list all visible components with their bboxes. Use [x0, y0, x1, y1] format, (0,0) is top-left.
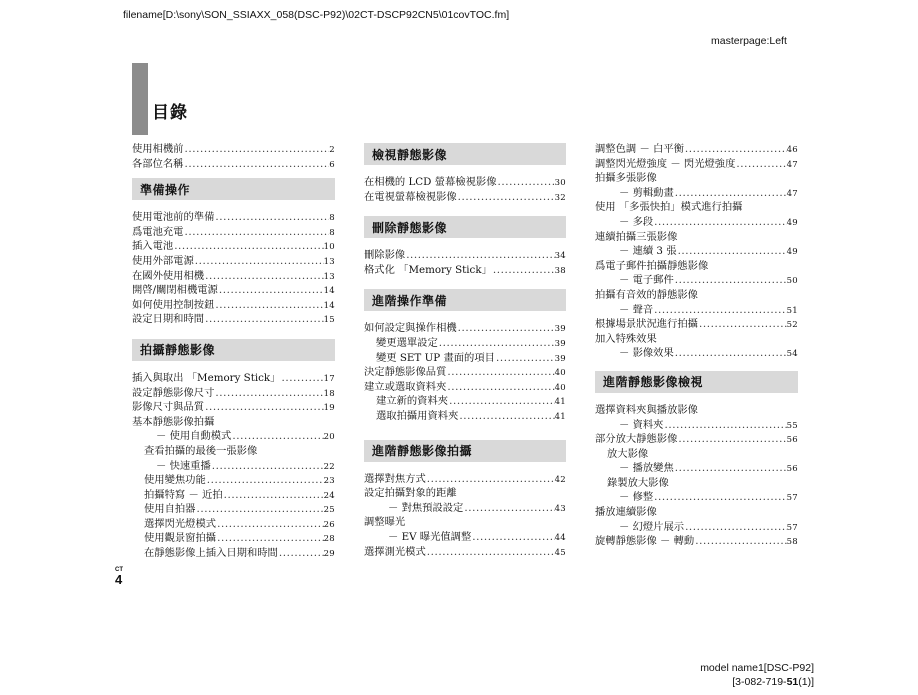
toc-entry[interactable]	[595, 303, 798, 318]
toc-entry[interactable]	[595, 288, 798, 303]
toc-entry[interactable]	[364, 321, 566, 336]
toc-entry[interactable]	[595, 200, 798, 215]
toc-entry-page: 49	[786, 217, 798, 228]
toc-entry[interactable]	[364, 394, 566, 409]
toc-entry[interactable]	[364, 336, 566, 351]
toc-entry-page: 28	[323, 534, 335, 545]
toc-entry-title: － 資料夾	[619, 418, 664, 431]
toc-entry-page: 6	[329, 159, 335, 170]
toc-entry[interactable]	[595, 259, 798, 274]
toc-entry[interactable]	[595, 186, 798, 201]
toc-entry-title: － 電子郵件	[619, 274, 674, 287]
toc-entry-leader	[278, 546, 324, 561]
toc-entry-title: － 剪輯動畫	[619, 186, 674, 199]
footer-code	[732, 676, 814, 688]
page-number-marker	[115, 567, 123, 586]
toc-entry-title: 調整曝光	[364, 516, 406, 529]
toc-entry-leader	[448, 394, 555, 409]
toc-entry-title: 連續拍攝三張影像	[595, 230, 678, 243]
toc-entry-leader	[684, 520, 787, 535]
toc-entry-title: 選擇測光模式	[364, 545, 426, 558]
page-ct-label: CT	[115, 567, 123, 573]
toc-entry-leader	[492, 263, 555, 278]
toc-entry-title: 使用外部電源	[132, 254, 194, 267]
toc-entry-page: 19	[323, 403, 335, 414]
toc-entry-page: 23	[323, 476, 335, 487]
toc-column-2	[364, 136, 566, 559]
toc-entry-leader	[405, 248, 554, 263]
toc-entry-title: 部分放大靜態影像	[595, 433, 678, 446]
toc-entry-title: 設定靜態影像尺寸	[132, 386, 215, 399]
toc-entry-leader	[463, 501, 554, 516]
toc-entry-page: 8	[329, 213, 335, 224]
toc-entry-page: 26	[323, 519, 335, 530]
toc-group	[364, 472, 566, 560]
toc-entry[interactable]	[132, 298, 335, 313]
toc-entry[interactable]	[132, 429, 335, 444]
toc-entry-leader	[216, 517, 324, 532]
toc-entry-title: 變更 SET UP 畫面的項目	[376, 351, 495, 364]
section-header: 拍攝靜態影像	[132, 339, 335, 361]
toc-entry-title: 變更選單設定	[376, 336, 438, 349]
toc-entry[interactable]	[364, 530, 566, 545]
toc-entry[interactable]	[364, 248, 566, 263]
toc-entry-title: 插入與取出 「Memory Stick」	[132, 371, 281, 384]
toc-entry[interactable]	[132, 371, 335, 386]
toc-entry-title: － 影像效果	[619, 347, 674, 360]
footer-code-bold: 51	[786, 676, 799, 688]
toc-entry-title: － EV 曝光值調整	[388, 530, 472, 543]
toc-entry-page: 49	[786, 247, 798, 258]
toc-entry-page: 56	[786, 435, 798, 446]
toc-entry-title: 在相機的 LCD 螢幕檢視影像	[364, 176, 497, 188]
toc-entry[interactable]	[132, 415, 335, 430]
toc-entry-title: 查看拍攝的最後一張影像	[144, 444, 258, 457]
toc-group	[364, 321, 566, 423]
toc-entry-leader	[674, 461, 787, 476]
toc-entry-title: － 快速重播	[156, 459, 211, 472]
toc-entry[interactable]	[132, 546, 335, 561]
toc-entry-page: 15	[323, 315, 335, 326]
toc-entry-leader	[457, 190, 555, 205]
toc-entry-title: － 多段	[619, 215, 654, 228]
toc-entry-leader	[195, 502, 323, 517]
toc-entry-title: 調整色調 － 白平衡	[595, 143, 684, 155]
toc-entry[interactable]	[132, 254, 335, 269]
toc-entry-page: 39	[554, 338, 566, 349]
toc-entry-page: 13	[323, 271, 335, 282]
toc-entry-leader	[218, 283, 324, 298]
toc-entry[interactable]	[132, 312, 335, 327]
toc-entry-leader	[653, 215, 786, 230]
toc-entry[interactable]	[595, 520, 798, 535]
toc-entry-title: 放大影像	[607, 447, 649, 460]
toc-entry-leader	[204, 312, 324, 327]
toc-entry[interactable]	[595, 418, 798, 433]
toc-entry-title: 選擇閃光燈模式	[144, 517, 217, 530]
toc-entry-leader	[471, 530, 554, 545]
section-header: 刪除靜態影像	[364, 216, 566, 238]
toc-entry-leader	[216, 531, 324, 546]
toc-entry[interactable]	[595, 273, 798, 288]
section-header: 準備操作	[132, 178, 335, 200]
toc-entry-page: 45	[554, 547, 566, 558]
toc-entry-leader	[223, 488, 324, 503]
toc-entry-leader	[698, 317, 787, 332]
toc-entry-title: 選擇對焦方式	[364, 472, 426, 485]
toc-entry[interactable]	[132, 488, 335, 503]
toc-entry-page: 41	[554, 397, 566, 408]
toc-entry-title: 旋轉靜態影像 － 轉動	[595, 535, 695, 548]
toc-entry[interactable]	[132, 210, 335, 225]
toc-entry[interactable]	[595, 171, 798, 186]
toc-entry-page: 44	[554, 532, 566, 543]
toc-entry[interactable]	[595, 346, 798, 361]
footer-code-suffix: (1)]	[798, 676, 814, 688]
toc-column-1	[132, 142, 335, 561]
toc-entry-page: 29	[323, 549, 335, 560]
toc-entry-page: 39	[554, 324, 566, 335]
toc-entry-page: 14	[323, 300, 335, 311]
toc-entry-title: 格式化 「Memory Stick」	[364, 263, 492, 276]
toc-entry-title: 建立新的資料夾	[376, 395, 449, 408]
toc-entry-title: 影像尺寸與品質	[132, 401, 205, 414]
toc-entry-leader	[677, 244, 787, 259]
toc-entry-page: 58	[786, 537, 798, 548]
toc-entry-leader	[495, 351, 555, 366]
toc-entry-leader	[497, 175, 555, 190]
toc-entry-title: 各部位名稱	[132, 157, 184, 170]
toc-entry-leader	[446, 365, 554, 380]
toc-entry-leader	[183, 225, 329, 240]
toc-entry-page: 38	[554, 265, 566, 276]
page-number: 4	[115, 572, 123, 587]
toc-entry-page: 52	[786, 320, 798, 331]
toc-entry-leader	[173, 239, 323, 254]
toc-column-3	[595, 142, 798, 549]
toc-entry[interactable]	[595, 403, 798, 418]
toc-entry[interactable]	[364, 501, 566, 516]
toc-entry-title: 拍攝有音效的靜態影像	[595, 288, 698, 301]
toc-entry-page: 14	[323, 286, 335, 297]
toc-entry[interactable]	[595, 490, 798, 505]
toc-entry-leader	[446, 380, 554, 395]
toc-entry-title: 加入特殊效果	[595, 332, 657, 345]
toc-entry-title: － 聲音	[619, 303, 654, 316]
toc-entry-title: － 幻燈片展示	[619, 520, 685, 533]
toc-entry[interactable]	[595, 432, 798, 447]
toc-entry-leader	[211, 459, 324, 474]
toc-entry[interactable]	[595, 317, 798, 332]
toc-entry-page: 43	[554, 503, 566, 514]
toc-entry-leader	[458, 409, 554, 424]
toc-entry-title: 使用電池前的準備	[132, 211, 215, 224]
toc-group	[364, 248, 566, 277]
toc-entry-title: 設定拍攝對象的距離	[364, 487, 457, 500]
toc-entry[interactable]	[364, 380, 566, 395]
toc-entry-title: 使用變焦功能	[144, 474, 206, 487]
toc-entry[interactable]	[132, 459, 335, 474]
toc-entry[interactable]	[132, 225, 335, 240]
section-header: 進階靜態影像檢視	[595, 371, 798, 393]
toc-entry-page: 39	[554, 353, 566, 364]
toc-entry-page: 41	[554, 411, 566, 422]
toc-entry[interactable]	[595, 505, 798, 520]
toc-group	[595, 142, 798, 361]
toc-entry-page: 30	[554, 178, 566, 188]
toc-entry[interactable]	[595, 332, 798, 347]
toc-entry-page: 24	[323, 490, 335, 501]
toc-entry-leader	[426, 472, 555, 487]
toc-entry[interactable]	[132, 502, 335, 517]
toc-entry-leader	[194, 254, 324, 269]
toc-entry-leader	[663, 418, 786, 433]
toc-entry[interactable]	[595, 215, 798, 230]
toc-entry-title: 如何使用控制按鈕	[132, 298, 215, 311]
toc-entry-leader	[694, 534, 786, 549]
toc-entry[interactable]	[132, 142, 335, 157]
toc-entry[interactable]	[595, 244, 798, 259]
toc-entry-leader	[677, 432, 786, 447]
filename-header: filename[D:\sony\SON_SSIAXX_058(DSC-P92)\02CT-DSCP92CN5\01covTOC.fm]	[123, 9, 510, 21]
toc-entry-page: 18	[323, 388, 335, 399]
toc-entry-page: 32	[554, 192, 566, 203]
toc-entry-page: 22	[323, 461, 335, 472]
toc-entry-title: 如何設定與操作相機	[364, 322, 457, 335]
toc-entry-title: 開啓/關閉相機電源	[132, 284, 218, 297]
toc-entry-title: 在電視螢幕檢視影像	[364, 190, 457, 203]
section-header: 進階靜態影像拍攝	[364, 440, 566, 462]
toc-entry[interactable]	[364, 175, 566, 190]
toc-entry-page: 8	[329, 227, 335, 238]
toc-entry-page: 50	[786, 276, 798, 287]
toc-entry[interactable]	[595, 534, 798, 549]
toc-entry-title: 調整閃光燈強度 － 閃光燈強度	[595, 157, 736, 170]
toc-entry-title: － 修整	[619, 491, 654, 504]
toc-entry-page: 34	[554, 251, 566, 262]
toc-entry-title: － 使用自動模式	[156, 430, 232, 443]
toc-entry[interactable]	[132, 531, 335, 546]
toc-entry-title: 選取拍攝用資料夾	[376, 409, 459, 422]
toc-entry-page: 57	[786, 522, 798, 533]
toc-entry-page: 40	[554, 382, 566, 393]
toc-entry-leader	[280, 371, 323, 386]
toc-entry-leader	[674, 346, 787, 361]
toc-entry-leader	[735, 157, 786, 172]
toc-entry[interactable]	[364, 365, 566, 380]
toc-entry[interactable]	[595, 447, 798, 462]
toc-entry-title: 設定日期和時間	[132, 313, 205, 326]
footer-code-prefix: [3-082-719-	[732, 676, 787, 688]
toc-entry-title: 拍攝多張影像	[595, 172, 657, 185]
toc-entry-leader	[214, 298, 323, 313]
footer-model: model name1[DSC-P92]	[700, 662, 814, 674]
toc-entry[interactable]	[595, 230, 798, 245]
toc-entry-leader	[214, 386, 323, 401]
toc-entry[interactable]	[364, 486, 566, 501]
toc-entry-page: 13	[323, 256, 335, 267]
section-header: 檢視靜態影像	[364, 143, 566, 165]
toc-entry[interactable]	[595, 476, 798, 491]
toc-entry-page: 55	[786, 420, 798, 431]
toc-entry-title: 插入電池	[132, 240, 174, 253]
toc-entry-title: 決定靜態影像品質	[364, 366, 447, 379]
toc-entry-title: 選擇資料夾與播放影像	[595, 403, 698, 416]
toc-entry-title: 在國外使用相機	[132, 269, 205, 282]
toc-entry-title: 在靜態影像上插入日期和時間	[144, 547, 278, 560]
title-bar-marker	[132, 63, 148, 135]
toc-entry[interactable]	[132, 269, 335, 284]
toc-entry-page: 47	[786, 159, 798, 170]
toc-entry-title: 使用 「多張快拍」模式進行拍攝	[595, 201, 743, 214]
toc-entry-title: 使用觀景窗拍攝	[144, 532, 217, 545]
toc-group-intro	[132, 142, 335, 171]
toc-entry-title: 基本靜態影像拍攝	[132, 415, 215, 428]
toc-entry-title: 爲電子郵件拍攝靜態影像	[595, 259, 709, 272]
toc-entry[interactable]	[132, 444, 335, 459]
toc-entry-page: 56	[786, 464, 798, 475]
toc-entry[interactable]	[364, 515, 566, 530]
toc-group	[132, 210, 335, 327]
toc-entry-page: 51	[786, 305, 798, 316]
toc-entry[interactable]	[132, 239, 335, 254]
toc-entry-title: － 連續 3 張	[619, 245, 677, 258]
toc-entry-title: 播放連續影像	[595, 506, 657, 519]
masterpage-label: masterpage:Left	[711, 35, 787, 47]
toc-entry[interactable]	[595, 142, 798, 157]
toc-entry-leader	[674, 273, 787, 288]
toc-entry-leader	[214, 210, 329, 225]
toc-entry[interactable]	[364, 472, 566, 487]
toc-entry-title: 使用相機前	[132, 143, 184, 155]
toc-entry-leader	[426, 545, 555, 560]
toc-entry-leader	[183, 142, 329, 157]
toc-entry-page: 40	[554, 368, 566, 379]
toc-entry-leader	[204, 400, 324, 415]
toc-entry[interactable]	[364, 409, 566, 424]
toc-entry-title: 建立或選取資料夾	[364, 380, 447, 393]
toc-entry[interactable]	[364, 351, 566, 366]
toc-entry-page: 2	[329, 145, 335, 155]
toc-entry-title: － 播放變焦	[619, 462, 674, 475]
toc-entry-title: － 對焦預設設定	[388, 501, 464, 514]
toc-entry-leader	[684, 142, 787, 157]
toc-entry-leader	[653, 490, 786, 505]
toc-entry-leader	[653, 303, 786, 318]
toc-entry-page: 10	[323, 242, 335, 253]
toc-entry[interactable]	[595, 157, 798, 172]
toc-entry-page: 47	[786, 188, 798, 199]
toc-entry-leader	[206, 473, 324, 488]
toc-group	[364, 175, 566, 204]
toc-entry-page: 20	[323, 432, 335, 443]
toc-entry-leader	[183, 157, 329, 172]
toc-entry-leader	[438, 336, 555, 351]
toc-entry-page: 17	[323, 373, 335, 384]
toc-entry-title: 爲電池充電	[132, 225, 184, 238]
toc-entry[interactable]	[132, 517, 335, 532]
toc-entry[interactable]	[364, 545, 566, 560]
toc-entry-leader	[231, 429, 323, 444]
toc-entry[interactable]	[132, 283, 335, 298]
toc-entry-page: 46	[786, 145, 798, 155]
toc-entry[interactable]	[595, 461, 798, 476]
toc-entry-leader	[457, 321, 555, 336]
toc-entry-leader	[674, 186, 787, 201]
toc-entry[interactable]	[132, 473, 335, 488]
toc-group	[132, 371, 335, 561]
toc-entry-title: 刪除影像	[364, 249, 406, 262]
toc-entry-title: 根據場景狀況進行拍攝	[595, 318, 698, 331]
toc-entry-title: 錄製放大影像	[607, 476, 669, 489]
toc-entry-leader	[204, 269, 324, 284]
toc-entry-title: 使用自拍器	[144, 503, 196, 516]
toc-group	[595, 403, 798, 549]
toc-entry[interactable]	[132, 386, 335, 401]
page-title: 目錄	[152, 103, 188, 123]
toc-entry[interactable]	[364, 190, 566, 205]
toc-entry[interactable]	[132, 157, 335, 172]
toc-entry-title: 拍攝特寫 － 近拍	[144, 488, 223, 501]
toc-entry-page: 25	[323, 505, 335, 516]
toc-entry[interactable]	[132, 400, 335, 415]
toc-entry-page: 42	[554, 474, 566, 485]
section-header: 進階操作準備	[364, 289, 566, 311]
toc-entry-page: 54	[786, 349, 798, 360]
toc-entry[interactable]	[364, 263, 566, 278]
toc-entry-page: 57	[786, 493, 798, 504]
